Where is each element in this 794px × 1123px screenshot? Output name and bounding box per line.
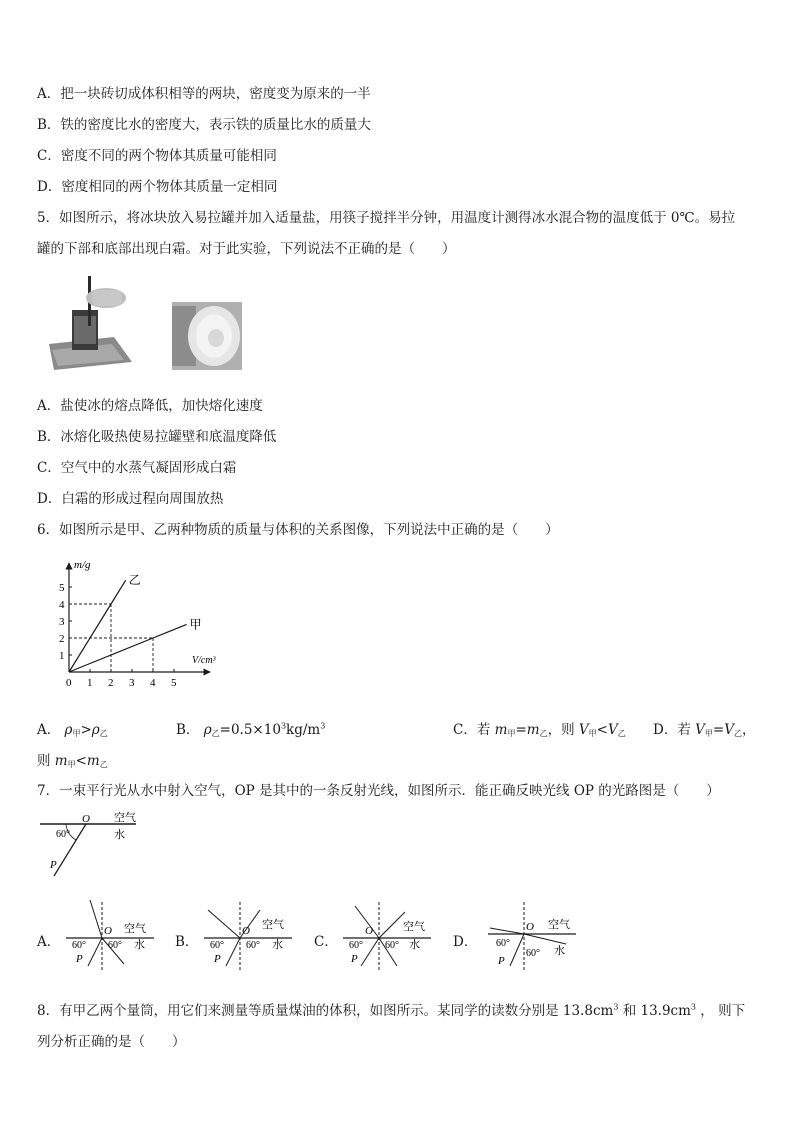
svg-text:O: O [526,921,534,933]
svg-text:60°: 60° [349,940,363,951]
q5-photo-can-bottom-frost [172,302,242,370]
angle-label: 60° [56,829,70,840]
q7-option-d-label: D． [453,934,478,950]
q6-option-b: B． $\rho_乙=0.5\times 10^3kg/m^3$ [176,721,326,738]
svg-text:P: P [498,955,505,967]
point-p: P [50,859,57,871]
x-tick-label-2: 2 [108,677,114,689]
y-tick-label-2: 3 [59,616,65,628]
svg-text:60°: 60° [72,940,86,951]
svg-text:O: O [104,925,112,937]
series-line-1 [69,624,187,672]
q5-stem-line2: 罐的下部和底部出现白霜。对于此实验，下列说法不正确的是（ ） [37,241,456,257]
q8-stem-line1: 8．有甲乙两个量筒，用它们来测量等质量煤油的体积，如图所示。某同学的读数分别是 $13.8cm^3$ 和 $13.9cm^3$ ， 则下 [37,1002,746,1019]
svg-text:P: P [351,953,358,965]
q5-stem-line1: 5．如图所示，将冰块放入易拉罐并加入适量盐，用筷子搅拌半分钟，用温度计测得冰水混合物的温度低于 0℃。易拉 [37,210,736,226]
svg-text:空气: 空气 [548,919,570,931]
svg-text:空气: 空气 [403,921,425,933]
q5-option-c: C．空气中的水蒸气凝固形成白霜 [37,460,237,476]
point-o: O [82,813,90,825]
q4-option-d: D．密度相同的两个物体其质量一定相同 [37,179,278,195]
q5-option-a: A．盐使冰的熔点降低，加快熔化速度 [37,398,263,414]
q4-option-a: A．把一块砖切成体积相等的两块，密度变为原来的一半 [37,86,371,102]
q6-option-d-cont: 则 $m_甲<m_乙$ [37,753,108,769]
q8-stem-line2: 列分析正确的是（ ） [37,1034,186,1050]
x-tick-label-1: 1 [87,677,93,689]
svg-text:水: 水 [134,939,145,951]
q7-option-c-figure [335,898,435,970]
x-tick-label-5: 5 [171,677,177,689]
series-label-1: 甲 [189,617,202,632]
q7-option-d-figure [480,898,580,970]
svg-text:水: 水 [272,939,283,951]
y-tick-label-4: 5 [59,582,65,594]
svg-text:空气: 空气 [262,919,284,931]
series-label-0: 乙 [128,573,141,588]
q7-option-b-figure [196,898,296,970]
q7-main-figure [40,810,140,882]
series-line-0 [69,580,126,672]
svg-text:P: P [76,953,83,965]
q7-stem: 7．一束平行光从水中射入空气，OP 是其中的一条反射光线，如图所示．能正确反映光线 OP 的光路图是（ ） [37,783,720,799]
x-tick-label-4: 4 [150,677,156,689]
x-axis-label: V/cm³ [192,655,216,666]
svg-text:60°: 60° [385,940,399,951]
q6-mass-volume-chart [50,555,230,695]
q7-option-a-label: A． [37,934,61,950]
x-tick-label-0: 0 [66,677,72,689]
svg-text:60°: 60° [496,938,510,949]
svg-text:60°: 60° [210,940,224,951]
q5-option-d: D．白霜的形成过程向周围放热 [37,491,224,507]
svg-text:60°: 60° [108,940,122,951]
q6-option-d: D．若 $V_甲=V_乙$， [653,722,756,738]
q7-option-a-figure [58,898,158,970]
y-tick-label-3: 4 [59,599,65,611]
water-label: 水 [114,829,125,841]
q4-option-c: C．密度不同的两个物体其质量可能相同 [37,148,277,164]
svg-text:60°: 60° [246,940,260,951]
svg-text:水: 水 [409,939,420,951]
svg-text:P: P [214,953,221,965]
svg-text:O: O [365,925,373,937]
air-label: 空气 [114,812,136,824]
q5-option-b: B．冰熔化吸热使易拉罐壁和底温度降低 [37,429,277,445]
q7-option-b-label: B． [175,934,199,950]
y-tick-label-0: 1 [59,650,65,662]
svg-text:O: O [242,925,250,937]
y-tick-label-1: 2 [59,633,65,645]
q5-photo-can-stirring [44,272,134,372]
q4-option-b: B．铁的密度比水的密度大，表示铁的质量比水的质量大 [37,117,371,133]
q7-option-c-label: C． [314,934,338,950]
q6-stem: 6．如图所示是甲、乙两种物质的质量与体积的关系图像，下列说法中正确的是（ ） [37,522,559,538]
q6-option-c: C．若 $m_甲=m_乙$，则 $V_甲<V_乙$ [453,722,626,738]
q6-option-a: A． $\rho_甲>\rho_乙$ [37,722,108,738]
svg-text:水: 水 [554,945,565,957]
svg-text:空气: 空气 [124,923,146,935]
svg-text:60°: 60° [526,948,540,959]
y-axis-label: m/g [74,559,91,571]
x-tick-label-3: 3 [129,677,135,689]
